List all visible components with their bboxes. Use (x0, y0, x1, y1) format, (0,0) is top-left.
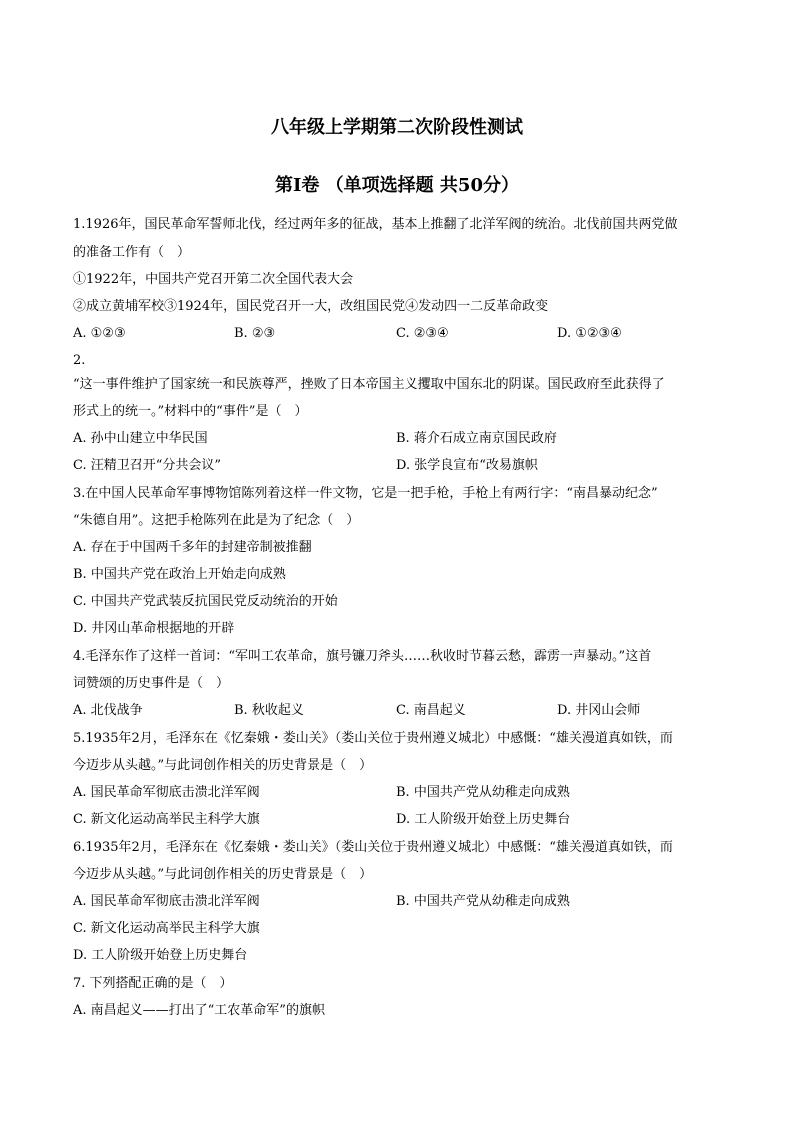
question-5-option-c: C. 新文化运动高举民主科学大旗 (73, 812, 260, 827)
question-4-option-c: C. 南昌起义 (396, 703, 466, 718)
question-2-number: 2. (73, 353, 86, 368)
question-2-option-a: A. 孙中山建立中华民国 (73, 431, 208, 446)
question-7-option-a: A. 南昌起义——打出了“工农革命军”的旗帜 (73, 1003, 325, 1018)
question-3-stem-line-1: 3.在中国人民革命军事博物馆陈列着这样一件文物，它是一把手枪，手枪上有两行字：“南昌暴动纪念” (73, 486, 658, 501)
question-7-stem-line-1: 7. 下列搭配正确的是（ ） (73, 976, 233, 991)
question-4-stem-line-2: 词赞颂的历史事件是（ ） (73, 676, 230, 691)
question-6-option-c: C. 新文化运动高举民主科学大旗 (73, 921, 260, 936)
question-6-stem-line-1: 6.1935年2月，毛泽东在《忆秦娥・娄山关》（娄山关位于贵州遵义城北）中感慨：“雄关漫道真如铁，而 (73, 840, 673, 855)
question-2-option-c: C. 汪精卫召开“分共会议” (73, 458, 222, 473)
question-1-stem-line-2: 的准备工作有（ ） (73, 245, 191, 260)
question-2-stem-line-2: 形式上的统一。”材料中的“事件”是（ ） (73, 404, 308, 419)
question-1-option-d: D. ①②③④ (557, 326, 622, 341)
question-5-option-a: A. 国民革命军彻底击溃北洋军阀 (73, 785, 260, 800)
question-4-option-b: B. 秋收起义 (234, 703, 304, 718)
question-1-option-b: B. ②③ (234, 326, 276, 341)
question-3-option-c: C. 中国共产党武装反抗国民党反动统治的开始 (73, 594, 338, 609)
question-4-stem-line-1: 4.毛泽东作了这样一首词：“军叫工农革命，旗号镰刀斧头……秋收时节暮云愁，霹雳一声暴动。”这首 (73, 649, 652, 664)
section-heading: 第I卷 （单项选择题 共50分） (274, 175, 519, 196)
question-6-option-b: B. 中国共产党从幼稚走向成熟 (396, 894, 570, 909)
question-1-option-a: A. ①②③ (73, 326, 126, 341)
question-5-stem-line-1: 5.1935年2月，毛泽东在《忆秦娥・娄山关》（娄山关位于贵州遵义城北）中感慨：“雄关漫道真如铁，而 (73, 731, 673, 746)
question-3-option-d: D. 井冈山革命根据地的开辟 (73, 621, 235, 636)
question-4-option-d: D. 井冈山会师 (557, 703, 641, 718)
question-1-stem-line-3: ①1922年，中国共产党召开第二次全国代表大会 (73, 272, 354, 287)
question-3-option-b: B. 中国共产党在政治上开始走向成熟 (73, 567, 286, 582)
exam-title: 八年级上学期第二次阶段性测试 (271, 117, 523, 138)
question-6-stem-line-2: 今迈步从头越。”与此词创作相关的历史背景是（ ） (73, 867, 373, 882)
question-3-option-a: A. 存在于中国两千多年的封建帝制被推翻 (73, 540, 312, 555)
question-5-option-b: B. 中国共产党从幼稚走向成熟 (396, 785, 570, 800)
question-5-option-d: D. 工人阶级开始登上历史舞台 (396, 812, 571, 827)
question-2-option-d: D. 张学良宣布“改易旗帜 (396, 458, 538, 473)
question-4-option-a: A. 北伐战争 (73, 703, 143, 718)
question-6-option-a: A. 国民革命军彻底击溃北洋军阀 (73, 894, 260, 909)
question-1-option-c: C. ②③④ (396, 326, 449, 341)
question-3-stem-line-2: “朱德自用”。这把手枪陈列在此是为了纪念（ ） (73, 513, 360, 528)
question-1-stem-line-1: 1.1926年，国民革命军誓师北伐，经过两年多的征战，基本上推翻了北洋军阀的统治。北伐前国共两党做 (73, 217, 678, 232)
question-1-stem-line-4: ②成立黄埔军校③1924年，国民党召开一大，改组国民党④发动四一二反革命政变 (73, 299, 549, 314)
question-2-option-b: B. 蒋介石成立南京国民政府 (396, 431, 557, 446)
question-5-stem-line-2: 今迈步从头越。”与此词创作相关的历史背景是（ ） (73, 758, 373, 773)
question-2-stem-line-1: “这一事件维护了国家统一和民族尊严，挫败了日本帝国主义攫取中国东北的阴谋。国民政府至此获得了 (73, 377, 665, 392)
question-6-option-d: D. 工人阶级开始登上历史舞台 (73, 948, 248, 963)
